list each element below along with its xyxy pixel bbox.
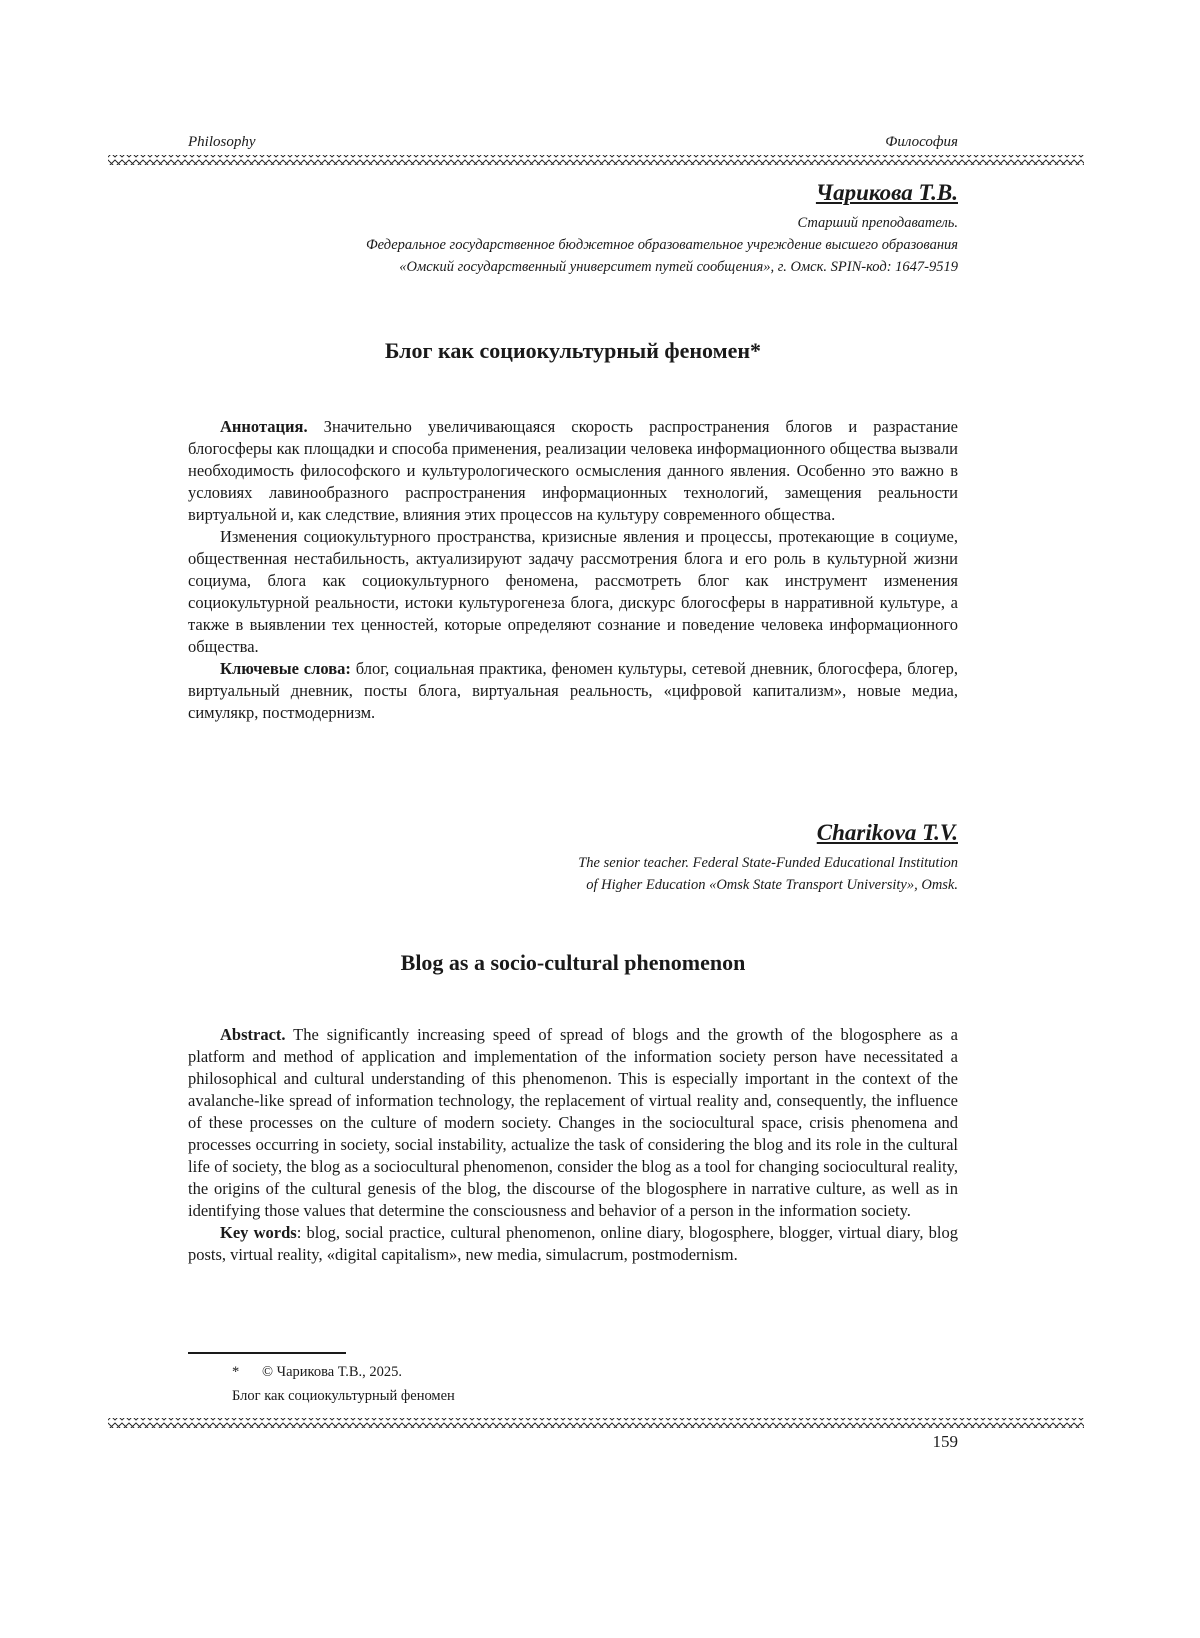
top-ornament-rule: [108, 155, 1084, 165]
ru-author-position: Старший преподаватель.: [797, 215, 958, 231]
ru-author-block: [188, 180, 958, 278]
en-keywords-label: Key words: [220, 1223, 297, 1242]
footnote-copyright: © Чарикова Т.В., 2025.: [262, 1364, 402, 1380]
ru-article-title: Блог как социокультурный феномен*: [384, 338, 762, 363]
en-abstract: [188, 1024, 958, 1266]
ru-abstract: [188, 416, 958, 724]
running-head-left: Philosophy: [188, 134, 256, 150]
en-author-name: Charikova T.V.: [816, 820, 958, 845]
ru-abstract-text-1: Значительно увеличивающаяся скорость распространения блогов и разрастание блогосферы как площадки и способа применения, реализации человека информационного общества вызвали необходимость философского и культурологического осмысления данного явления. Особенно это важно в условиях лавинообразного распространения информационных технологий, замещения реальности виртуальной и, как следствие, влияния этих процессов на культуру современного общества.: [188, 417, 959, 524]
en-article-title: Blog as a socio-cultural phenomenon: [400, 950, 746, 975]
en-keywords: [188, 1222, 958, 1266]
en-keywords-text: : blog, social practice, cultural phenomenon, online diary, blogosphere, blogger, virtual diary, blog posts, virtual reality, «digital capitalism», new media, simulacrum, postmodernism.: [188, 1223, 958, 1264]
bottom-ornament-rule: [108, 1418, 1084, 1428]
en-author-block: [188, 820, 958, 896]
en-abstract-label: Abstract.: [220, 1025, 286, 1044]
en-affiliation-line-2: of Higher Education «Omsk State Transport University», Omsk.: [586, 877, 958, 893]
ru-affiliation-line-1: Федеральное государственное бюджетное образовательное учреждение высшего образования: [365, 237, 958, 253]
ru-keywords-label: Ключевые слова:: [220, 659, 351, 678]
en-abstract-text: The significantly increasing speed of spread of blogs and the growth of the blogosphere as a platform and method of application and implementation of the information society person have necessitated a philosophical and cultural understanding of this phenomenon. This is especially important in the context of the avalanche-like spread of information technology, the replacement of virtual reality and, consequently, the influence of these processes on the culture of modern society. Changes in the sociocultural space, crisis phenomena and processes occurring in society, social instability, actualize the task of considering the blog and its role in the cultural life of society, the blog as a sociocultural phenomenon, consider the blog as a tool for changing sociocultural reality, the origins of the cultural genesis of the blog, the discourse of the blogosphere in narrative culture, as well as in identifying those values that determine the consciousness and behavior of a person in the information society.: [188, 1025, 958, 1220]
ru-affiliation-line-2: «Омский государственный университет путей сообщения», г. Омск. SPIN-код: 1647-9519: [399, 259, 958, 275]
ru-keywords: [188, 658, 958, 724]
en-affiliation-line-1: The senior teacher. Federal State-Funded Educational Institution: [578, 855, 958, 871]
ru-abstract-text-2: Изменения социокультурного пространства, кризисные явления и процессы, протекающие в социуме, общественная нестабильность, актуализируют задачу рассмотрения блога и его роль в культурной жизни социума, блога как социокультурного феномена, рассмотреть блог как инструмент изменения социокультурной реальности, истоки культурогенеза блога, дискурс блогосферы в нарративной культуре, а также в выявлении тех ценностей, которые определяют сознание и поведение человека информационного общества.: [188, 527, 958, 656]
footnote-line-1: [232, 1360, 455, 1384]
footnote-mark: *: [232, 1364, 240, 1380]
ru-keywords-text: блог, социальная практика, феномен культуры, сетевой дневник, блогосфера, блогер, виртуальный дневник, посты блога, виртуальная реальность, «цифровой капитализм», новые медиа, симулякр, постмодернизм.: [188, 659, 959, 722]
ru-abstract-label: Аннотация.: [220, 417, 308, 436]
footnote: [232, 1360, 455, 1408]
running-head-right: Философия: [885, 134, 958, 150]
running-head: [188, 134, 958, 151]
ru-author-name: Чарикова Т.В.: [815, 180, 958, 205]
en-abstract-paragraph: [188, 1024, 958, 1222]
page-number: 159: [932, 1432, 958, 1451]
ru-abstract-paragraph-1: [188, 416, 958, 526]
footnote-rule: [188, 1352, 346, 1354]
footnote-title: Блог как социокультурный феномен: [232, 1388, 455, 1404]
